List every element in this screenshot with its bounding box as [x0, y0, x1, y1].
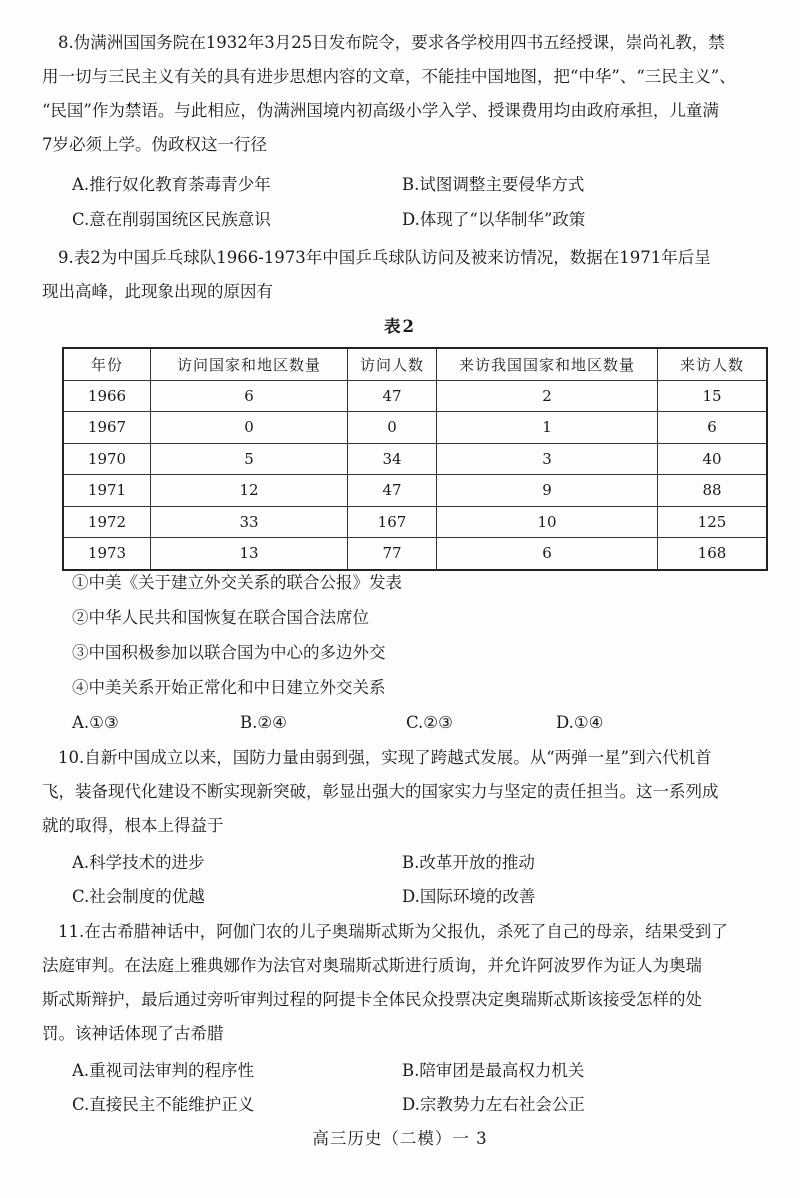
statement-3: ③中国积极参加以联合国为中心的多边外交 [72, 643, 386, 662]
stem-line: 8.伪满洲国国务院在1932年3月25日发布院令，要求各学校用四书五经授课，崇尚礼教，禁 [58, 33, 725, 52]
option-d[interactable]: D.国际环境的改善 [402, 887, 536, 906]
table-cell: 6 [151, 380, 348, 412]
option-a[interactable]: A.科学技术的进步 [72, 853, 205, 872]
option-c[interactable]: C.意在削弱国统区民族意识 [72, 210, 271, 229]
table-cell: 125 [658, 506, 768, 538]
table-cell: 3 [437, 443, 658, 475]
table-cell: 13 [151, 538, 348, 570]
stem-line: “民国”作为禁语。与此相应，伪满洲国境内初高级小学入学、授课费用均由政府承担，儿童满 [42, 101, 719, 120]
table-cell: 6 [658, 412, 768, 444]
table-cell: 1966 [63, 380, 151, 412]
table-cell: 9 [437, 475, 658, 507]
stem-line: 罚。该神话体现了古希腊 [42, 1024, 224, 1043]
column-header: 来访我国国家和地区数量 [437, 348, 658, 380]
table-cell: 34 [348, 443, 437, 475]
column-header: 年份 [63, 348, 151, 380]
table-cell: 0 [348, 412, 437, 444]
option-b[interactable]: B.改革开放的推动 [402, 853, 535, 872]
question-9-options [72, 706, 772, 740]
statement-4: ④中美关系开始正常化和中日建立外交关系 [72, 678, 386, 697]
column-header: 访问国家和地区数量 [151, 348, 348, 380]
stem-line: 就的取得，根本上得益于 [42, 816, 224, 835]
option-b[interactable]: B.陪审团是最高权力机关 [402, 1061, 585, 1080]
question-11-options-row-1 [72, 1054, 772, 1088]
stem-line: 现出高峰，此现象出现的原因有 [42, 282, 273, 301]
option-d[interactable]: D.体现了“以华制华”政策 [402, 210, 586, 229]
option-d[interactable]: D.宗教势力左右社会公正 [402, 1095, 585, 1114]
page-footer: 高三历史（二模）一 3 [312, 1129, 488, 1148]
option-c[interactable]: C.社会制度的优越 [72, 887, 205, 906]
data-table [62, 347, 768, 571]
table-cell: 1967 [63, 412, 151, 444]
table-cell: 167 [348, 506, 437, 538]
option-d[interactable]: D.①④ [556, 713, 604, 732]
stem-line: 斯忒斯辩护，最后通过旁听审判过程的阿提卡全体民众投票决定奥瑞斯忒斯该接受怎样的处 [42, 990, 702, 1009]
table-cell: 12 [151, 475, 348, 507]
table-cell: 0 [151, 412, 348, 444]
table-row [63, 506, 767, 538]
statement-1: ①中美《关于建立外交关系的联合公报》发表 [72, 573, 402, 592]
question-10-stem [42, 741, 772, 843]
table-cell: 10 [437, 506, 658, 538]
table-cell: 77 [348, 538, 437, 570]
stem-line: 法庭审判。在法庭上雅典娜作为法官对奥瑞斯忒斯进行质询，并允许阿波罗作为证人为奥瑞 [42, 956, 702, 975]
stem-line: 10.自新中国成立以来，国防力量由弱到强，实现了跨越式发展。从“两弹一星”到六代机首 [58, 748, 712, 767]
table-row [63, 443, 767, 475]
option-a[interactable]: A.重视司法审判的程序性 [72, 1061, 255, 1080]
table-cell: 1971 [63, 475, 151, 507]
table-cell: 47 [348, 475, 437, 507]
table-cell: 1 [437, 412, 658, 444]
table-row [63, 475, 767, 507]
table-cell: 168 [658, 538, 768, 570]
question-8-stem [42, 26, 772, 162]
table-cell: 40 [658, 443, 768, 475]
table-cell: 33 [151, 506, 348, 538]
option-b[interactable]: B.试图调整主要侵华方式 [402, 175, 585, 194]
question-11-options-row-2 [72, 1088, 772, 1122]
table-cell: 1972 [63, 506, 151, 538]
stem-line: 11.在古希腊神话中，阿伽门农的儿子奥瑞斯忒斯为父报仇，杀死了自己的母亲，结果受到了 [58, 922, 728, 941]
column-header: 访问人数 [348, 348, 437, 380]
table-cell: 1973 [63, 538, 151, 570]
option-a[interactable]: A.①③ [72, 713, 119, 732]
table-cell: 15 [658, 380, 768, 412]
option-c[interactable]: C.直接民主不能维护正义 [72, 1095, 255, 1114]
table-header-row [63, 348, 767, 380]
question-8-options-row-1 [72, 168, 772, 202]
table-cell: 6 [437, 538, 658, 570]
table-row [63, 538, 767, 570]
question-10-options-row-1 [72, 846, 772, 880]
table-row [63, 380, 767, 412]
table-cell: 2 [437, 380, 658, 412]
question-8-options-row-2 [72, 203, 772, 237]
option-b[interactable]: B.②④ [240, 713, 287, 732]
option-a[interactable]: A.推行奴化教育荼毒青少年 [72, 175, 271, 194]
stem-line: 用一切与三民主义有关的具有进步思想内容的文章，不能挂中国地图，把“中华”、“三民主义”、 [42, 67, 736, 86]
question-9-stem [42, 241, 772, 309]
statement-2: ②中华人民共和国恢复在联合国合法席位 [72, 608, 369, 627]
column-header: 来访人数 [658, 348, 768, 380]
question-11-stem [42, 915, 772, 1051]
stem-line: 7岁必须上学。伪政权这一行径 [42, 135, 267, 154]
table-cell: 47 [348, 380, 437, 412]
question-10-options-row-2 [72, 880, 772, 914]
stem-line: 飞，装备现代化建设不断实现新突破，彰显出强大的国家实力与坚定的责任担当。这一系列成 [42, 782, 719, 801]
stem-line: 9.表2为中国乒乓球队1966-1973年中国乒乓球队访问及被来访情况，数据在1971年后呈 [58, 248, 711, 267]
option-c[interactable]: C.②③ [406, 713, 453, 732]
table-cell: 1970 [63, 443, 151, 475]
table-row [63, 412, 767, 444]
table-caption: 表2 [384, 317, 416, 336]
table-cell: 5 [151, 443, 348, 475]
table-cell: 88 [658, 475, 768, 507]
